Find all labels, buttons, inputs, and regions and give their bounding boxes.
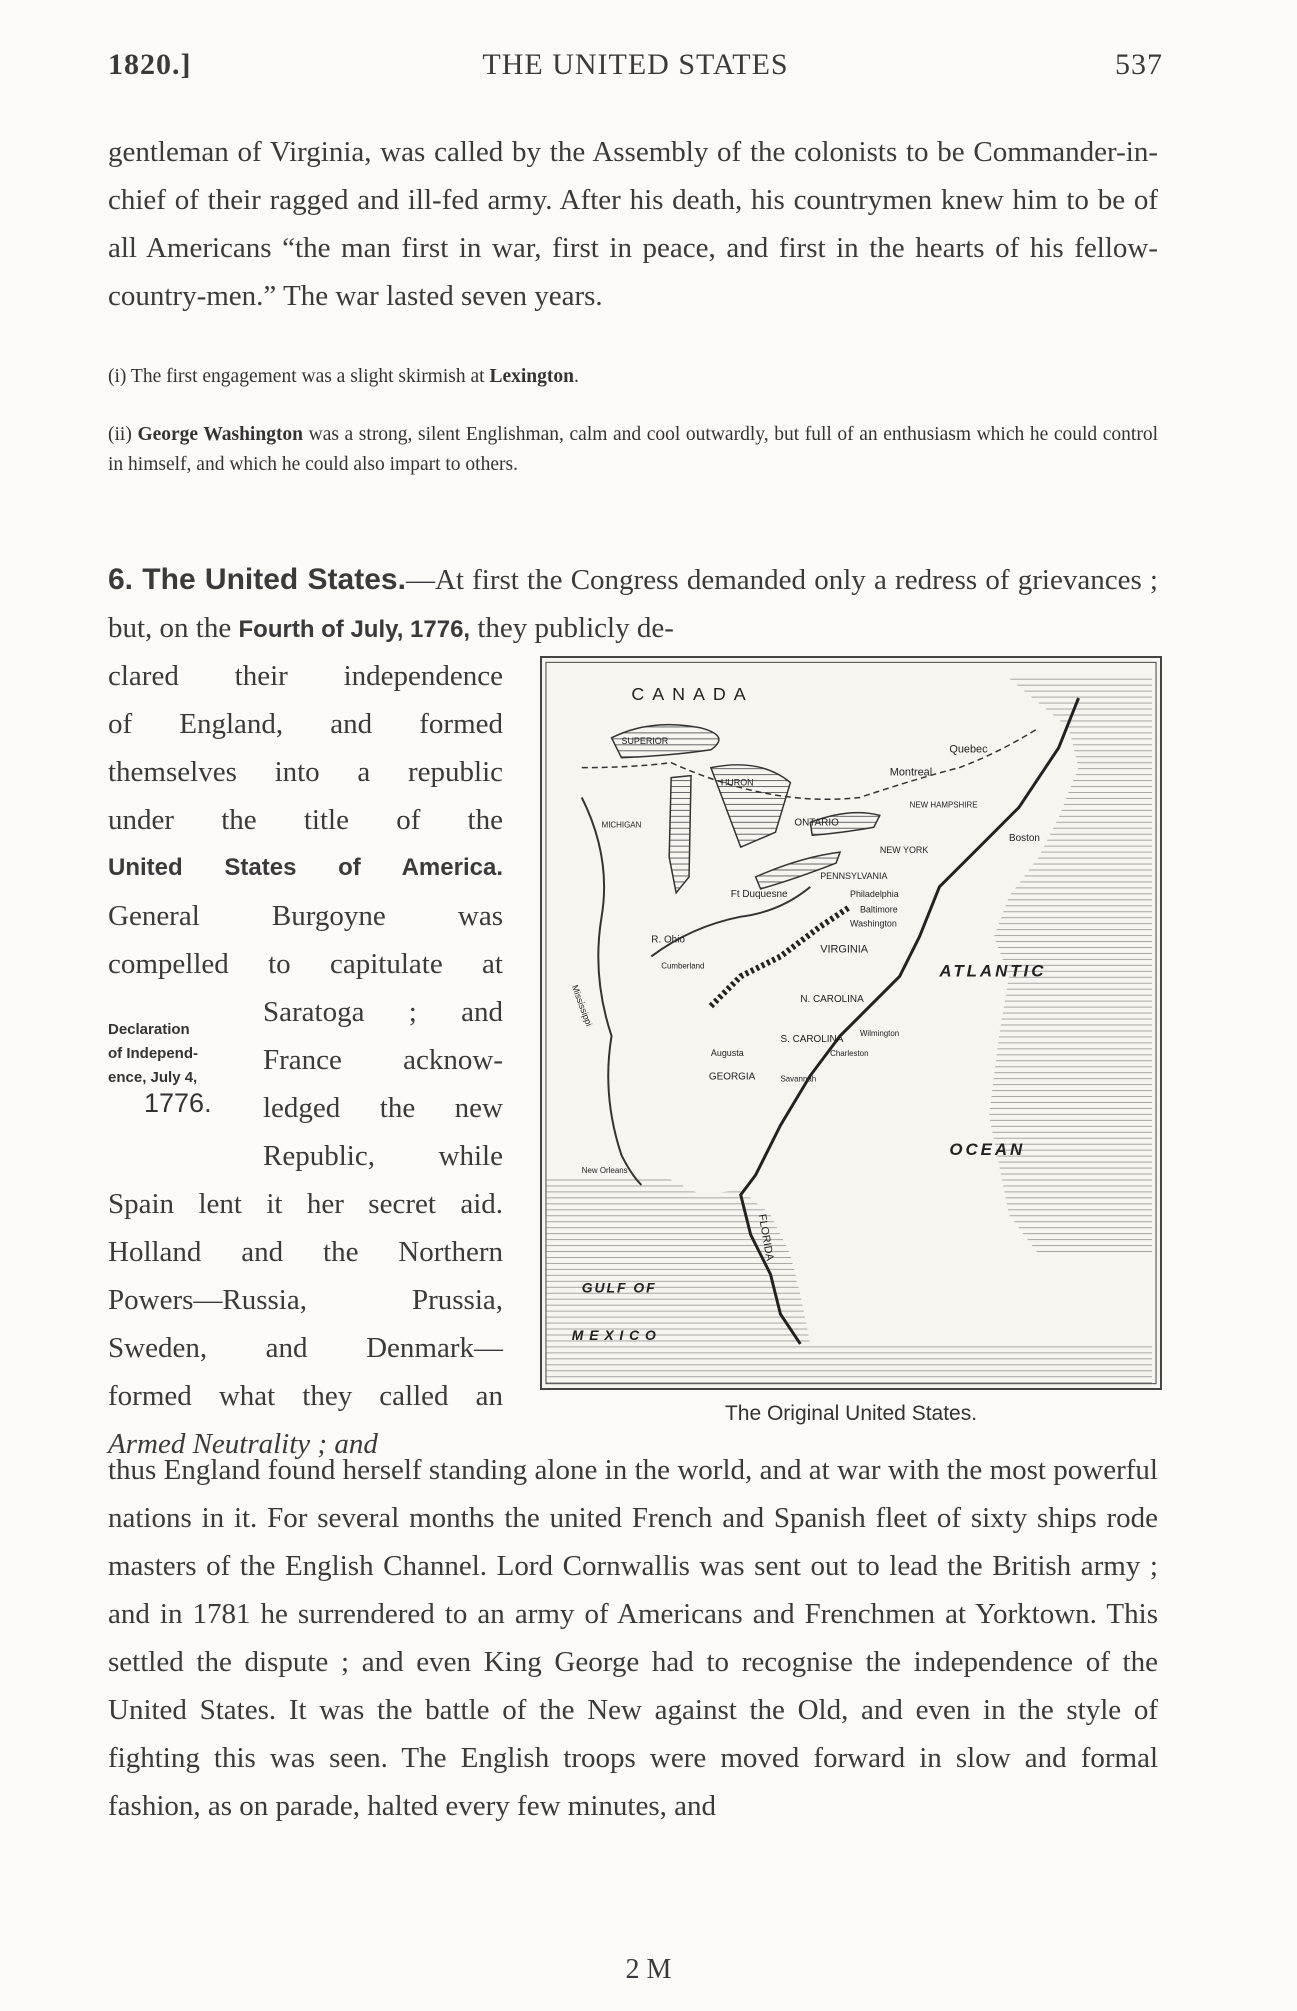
map-label-montreal: Montreal xyxy=(889,766,933,779)
column-line: under the title of the xyxy=(108,804,503,836)
column-line: formed what they called an xyxy=(108,1380,503,1412)
footnote-2 xyxy=(108,420,1158,480)
map-label-canada: C A N A D A xyxy=(631,684,748,705)
map-label-virginia: VIRGINIA xyxy=(820,943,869,956)
column-line: themselves into a republic xyxy=(108,756,503,788)
map-label-gulf: GULF OF xyxy=(581,1279,657,1296)
map-label-philadelphia: Philadelphia xyxy=(850,888,899,899)
map-label-ontario: ONTARIO xyxy=(794,817,839,829)
map-label-boston: Boston xyxy=(1008,833,1040,845)
column-line: compelled to capitulate at xyxy=(108,948,503,980)
paragraph-washington: gentleman of Virginia, was called by the Assembly of the colonists to be Commander-in-chief of their ragged and ill-fed army. After his death, his countrymen knew him to be of all Americans “the man first in war, first in peace, and first in the hearts of his fellow-country-men.” The war lasted seven years. xyxy=(108,136,1158,312)
margin-note-line: ence, July 4, xyxy=(108,1069,198,1086)
lake-michigan xyxy=(669,776,691,893)
section-title: 6. The United States. xyxy=(108,563,406,596)
header-year: 1820.] xyxy=(108,48,192,81)
footnote-1-prefix: (i) The first engagement was a slight skirmish at xyxy=(108,366,490,387)
map-label-south-carolina: S. CAROLINA xyxy=(780,1033,844,1045)
column-line: Spain lent it her secret aid. xyxy=(108,1188,503,1220)
column-line: clared their independence xyxy=(108,660,503,692)
map-label-quebec: Quebec xyxy=(949,743,988,756)
map-label-ohio: R. Ohio xyxy=(651,934,685,946)
section-heading xyxy=(108,556,1158,654)
margin-note-line: of Independ- xyxy=(108,1045,198,1062)
map-label-augusta: Augusta xyxy=(710,1047,744,1058)
map-label-baltimore: Baltimore xyxy=(859,904,898,915)
footnote-2-prefix: (ii) xyxy=(108,424,138,445)
map-label-duquesne: Ft Duquesne xyxy=(730,888,788,900)
column-line: General Burgoyne was xyxy=(108,900,503,932)
map-label-georgia: GEORGIA xyxy=(708,1071,756,1083)
map-label-wilmington: Wilmington xyxy=(859,1028,900,1038)
footnote-1-bold: Lexington xyxy=(489,366,574,387)
page-number: 537 xyxy=(1115,48,1163,81)
column-line: Powers—Russia, Prussia, xyxy=(108,1284,503,1316)
column-line: Sweden, and Denmark— xyxy=(108,1332,503,1364)
map-label-new-york: NEW YORK xyxy=(879,845,929,856)
map-label-mexico: M E X I C O xyxy=(571,1326,657,1343)
section-end: they publicly de- xyxy=(470,612,674,644)
margin-note xyxy=(108,1018,273,1116)
column-line: Holland and the Northern xyxy=(108,1236,503,1268)
margin-note-year: 1776. xyxy=(144,1088,212,1118)
footnote-1 xyxy=(108,362,1158,392)
column-line: Saratoga ; and xyxy=(263,996,503,1028)
margin-note-line: Declaration xyxy=(108,1021,190,1038)
map-label-michigan: MICHIGAN xyxy=(601,820,642,830)
map-label-washington: Washington xyxy=(850,918,897,929)
map-label-mississippi: Mississippi xyxy=(569,983,595,1028)
signature-mark: 2 M xyxy=(625,1954,672,1985)
map-original-united-states xyxy=(540,656,1162,1390)
map-label-pennsylvania: PENNSYLVANIA xyxy=(820,870,888,881)
column-line: France acknow- xyxy=(263,1044,503,1076)
column-line: ledged the new xyxy=(263,1092,503,1124)
map-label-savannah: Savannah xyxy=(780,1074,817,1084)
column-line: of England, and formed xyxy=(108,708,503,740)
running-header xyxy=(108,48,1163,88)
map-label-cumberland: Cumberland xyxy=(661,961,705,971)
mississippi-river xyxy=(582,797,642,1184)
footnote-2-suffix: was a strong, silent Englishman, calm and cool outwardly, but full of an enthusiasm which he could control in himself, and which he could also impart to others. xyxy=(108,424,1159,475)
footnote-2-bold: George Washington xyxy=(137,424,304,445)
map-label-florida: FLORIDA xyxy=(755,1213,776,1262)
column-line: Armed Neutrality ; and xyxy=(108,1428,378,1460)
map-label-north-carolina: N. CAROLINA xyxy=(800,994,864,1006)
footnote-1-suffix: . xyxy=(573,366,579,387)
header-title: THE UNITED STATES xyxy=(482,48,789,81)
map-label-ocean: OCEAN xyxy=(949,1140,1026,1160)
paragraph-bottom: thus England found herself standing alone in the world, and at war with the most powerful nations in it. For several months the united French and Spanish fleet of sixty ships rode masters of the English Channel. Lord Cornwallis was sent out to lead the British army ; and in 1781 he surrendered to an army of Americans and Frenchmen at Yorktown. This settled the dispute ; and even King George had to recognise the independence of the United States. It was the battle of the New against the Old, and even in the style of fighting this was seen. The English troops were moved forward in slow and formal fashion, as on parade, halted every few minutes, and xyxy=(108,1454,1158,1822)
map-caption: The Original United States. xyxy=(724,1402,978,1425)
section-date: Fourth of July, 1776, xyxy=(238,616,471,643)
map-label-huron: HURON xyxy=(720,777,754,788)
map-label-new-orleans: New Orleans xyxy=(581,1166,628,1176)
map-label-superior: SUPERIOR xyxy=(621,735,669,746)
appalachian-mountains xyxy=(711,907,850,1006)
column-line: United States of America. xyxy=(108,854,503,881)
map-illustration xyxy=(542,658,1160,1388)
map-label-charleston: Charleston xyxy=(830,1048,869,1058)
map-label-new-hampshire: NEW HAMPSHIRE xyxy=(909,800,978,810)
column-line: Republic, while xyxy=(263,1140,503,1172)
map-label-atlantic: ATLANTIC xyxy=(939,961,1047,981)
section-text: —At first the Congress demanded only a redress of grievances ; but, on the xyxy=(108,564,1158,644)
